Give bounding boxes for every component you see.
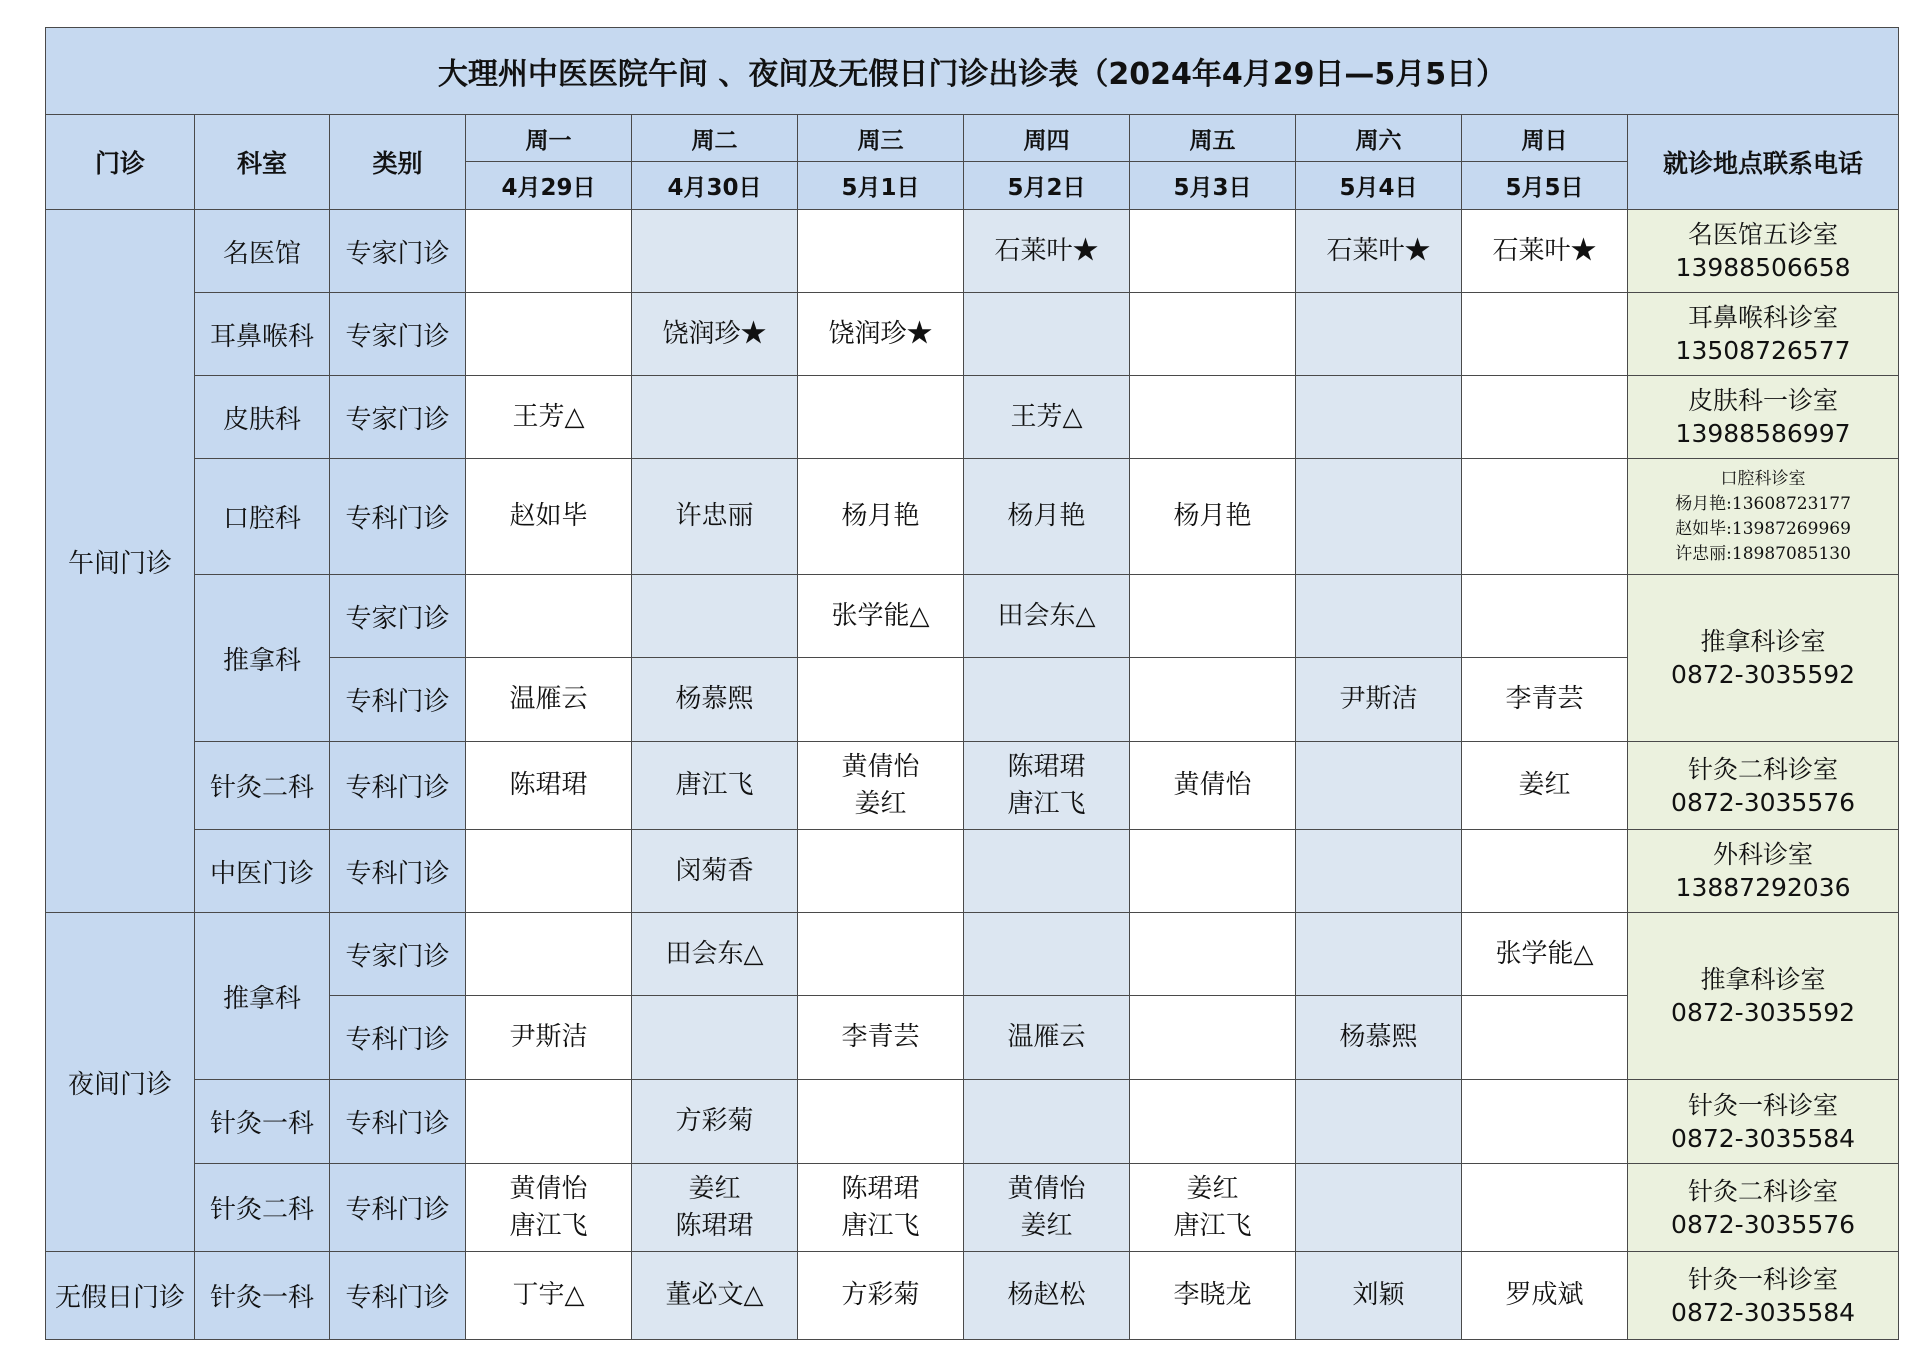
doctor-cell [798, 742, 964, 830]
header-weekday: 周日 [1462, 115, 1628, 162]
clinic-group-label: 无假日门诊 [46, 1252, 195, 1340]
doctor-cell [798, 830, 964, 913]
doctor-cell: 刘颖 [1296, 1252, 1462, 1340]
doctor-cell [1462, 830, 1628, 913]
contact-location: 针灸一科诊室 [1688, 1264, 1839, 1294]
department-cell: 针灸一科 [195, 1252, 330, 1340]
doctor-cell [1462, 575, 1628, 658]
contact-cell [1628, 293, 1899, 376]
doctor-cell [1296, 1164, 1462, 1252]
doctor-name: 姜红 [688, 1173, 741, 1204]
doctor-cell: 饶润珍★ [798, 293, 964, 376]
doctor-cell [1130, 913, 1296, 996]
contact-cell [1628, 1164, 1899, 1252]
contact-location: 皮肤科一诊室 [1688, 386, 1839, 415]
header-category: 类别 [330, 115, 466, 210]
doctor-cell: 杨月艳 [1130, 459, 1296, 575]
doctor-cell: 石莱叶★ [964, 210, 1130, 293]
contact-phone: 0872-3035592 [1671, 998, 1856, 1027]
department-cell: 耳鼻喉科 [195, 293, 330, 376]
doctor-cell [1296, 293, 1462, 376]
contact-cell [1628, 459, 1899, 575]
doctor-cell [1130, 376, 1296, 459]
doctor-cell [466, 210, 632, 293]
contact-cell [1628, 575, 1899, 742]
header-date: 4月29日 [466, 162, 632, 210]
doctor-cell: 赵如毕 [466, 459, 632, 575]
contact-phone: 0872-3035584 [1671, 1297, 1856, 1327]
doctor-cell: 温雁云 [964, 996, 1130, 1080]
department-cell: 推拿科 [195, 575, 330, 742]
department-cell: 中医门诊 [195, 830, 330, 913]
contact-phone: 赵如毕:13987269969 [1675, 518, 1851, 539]
doctor-cell [964, 830, 1130, 913]
doctor-cell: 田会东△ [964, 575, 1130, 658]
contact-cell [1628, 376, 1899, 459]
category-cell: 专科门诊 [330, 1252, 466, 1340]
category-cell: 专家门诊 [330, 293, 466, 376]
doctor-cell [1130, 996, 1296, 1080]
doctor-cell [964, 658, 1130, 742]
doctor-cell [1462, 459, 1628, 575]
doctor-cell: 姜红 [1462, 742, 1628, 830]
contact-cell [1628, 742, 1899, 830]
doctor-cell [1296, 376, 1462, 459]
contact-phone: 13508726577 [1675, 336, 1851, 365]
contact-cell [1628, 1080, 1899, 1164]
department-cell: 针灸二科 [195, 742, 330, 830]
doctor-cell [1130, 1164, 1296, 1252]
doctor-cell [964, 1080, 1130, 1164]
category-cell: 专科门诊 [330, 1164, 466, 1252]
doctor-cell [798, 1080, 964, 1164]
category-cell: 专家门诊 [330, 913, 466, 996]
contact-phone: 杨月艳:13608723177 [1675, 493, 1851, 514]
doctor-name: 姜红 [854, 788, 907, 819]
doctor-name: 唐江飞 [1007, 788, 1086, 819]
header-date: 5月5日 [1462, 162, 1628, 210]
contact-phone: 0872-3035584 [1671, 1123, 1856, 1153]
header-date: 5月4日 [1296, 162, 1462, 210]
clinic-group-label: 夜间门诊 [46, 913, 195, 1252]
doctor-cell [466, 1164, 632, 1252]
header-date: 5月1日 [798, 162, 964, 210]
table-row [46, 459, 1899, 575]
header-weekday: 周六 [1296, 115, 1462, 162]
contact-location: 外科诊室 [1713, 840, 1814, 869]
doctor-cell [632, 996, 798, 1080]
doctor-cell [1462, 1080, 1628, 1164]
category-cell: 专科门诊 [330, 996, 466, 1080]
contact-phone: 0872-3035592 [1671, 660, 1856, 689]
table-row [46, 1164, 1899, 1252]
doctor-name: 姜红 [1186, 1173, 1239, 1204]
doctor-cell: 李青芸 [1462, 658, 1628, 742]
contact-location: 针灸一科诊室 [1688, 1090, 1839, 1120]
contact-phone: 13988506658 [1675, 253, 1851, 282]
doctor-cell: 尹斯洁 [466, 996, 632, 1080]
header-weekday: 周四 [964, 115, 1130, 162]
doctor-name: 唐江飞 [509, 1210, 588, 1241]
doctor-cell: 方彩菊 [798, 1252, 964, 1340]
table-row [46, 1080, 1899, 1164]
department-cell: 皮肤科 [195, 376, 330, 459]
doctor-name: 黄倩怡 [509, 1173, 588, 1204]
header-clinic: 门诊 [46, 115, 195, 210]
contact-phone: 13887292036 [1675, 873, 1851, 902]
department-cell: 针灸二科 [195, 1164, 330, 1252]
header-weekday: 周三 [798, 115, 964, 162]
doctor-cell: 董必文△ [632, 1252, 798, 1340]
category-cell: 专科门诊 [330, 658, 466, 742]
contact-cell [1628, 210, 1899, 293]
table-row [46, 913, 1899, 996]
category-cell: 专家门诊 [330, 575, 466, 658]
table-row [46, 575, 1899, 658]
doctor-cell [1296, 1080, 1462, 1164]
doctor-name: 陈珺珺 [675, 1210, 754, 1241]
doctor-cell: 石莱叶★ [1462, 210, 1628, 293]
contact-phone: 13988586997 [1675, 419, 1851, 448]
contact-cell [1628, 913, 1899, 1080]
doctor-cell: 杨月艳 [798, 459, 964, 575]
table-row [46, 293, 1899, 376]
header-weekday: 周二 [632, 115, 798, 162]
category-cell: 专科门诊 [330, 830, 466, 913]
doctor-cell [1462, 293, 1628, 376]
category-cell: 专家门诊 [330, 210, 466, 293]
doctor-cell [632, 210, 798, 293]
doctor-cell [1296, 742, 1462, 830]
contact-phone: 0872-3035576 [1671, 787, 1856, 817]
contact-location: 推拿科诊室 [1700, 965, 1826, 994]
doctor-cell: 罗成斌 [1462, 1252, 1628, 1340]
header-weekday: 周五 [1130, 115, 1296, 162]
doctor-cell: 张学能△ [1462, 913, 1628, 996]
doctor-cell [798, 210, 964, 293]
doctor-name: 姜红 [1020, 1210, 1073, 1241]
doctor-cell [466, 293, 632, 376]
department-cell: 推拿科 [195, 913, 330, 1080]
doctor-cell [632, 1164, 798, 1252]
doctor-name: 唐江飞 [841, 1210, 920, 1241]
category-cell: 专家门诊 [330, 376, 466, 459]
doctor-cell [964, 913, 1130, 996]
doctor-cell [1130, 830, 1296, 913]
doctor-cell [1296, 459, 1462, 575]
contact-cell [1628, 1252, 1899, 1340]
doctor-cell [798, 658, 964, 742]
doctor-cell [466, 1080, 632, 1164]
doctor-cell: 闵菊香 [632, 830, 798, 913]
doctor-cell [798, 1164, 964, 1252]
category-cell: 专科门诊 [330, 459, 466, 575]
doctor-cell [1130, 658, 1296, 742]
page-title: 大理州中医医院午间 、夜间及无假日门诊出诊表（2024年4月29日—5月5日） [46, 28, 1899, 115]
department-cell: 口腔科 [195, 459, 330, 575]
doctor-cell [466, 913, 632, 996]
header-date: 5月2日 [964, 162, 1130, 210]
clinic-group-label: 午间门诊 [46, 210, 195, 913]
header-contact: 就诊地点联系电话 [1628, 115, 1899, 210]
doctor-cell: 李青芸 [798, 996, 964, 1080]
doctor-cell [1130, 575, 1296, 658]
doctor-name: 陈珺珺 [1007, 751, 1086, 782]
doctor-cell: 田会东△ [632, 913, 798, 996]
doctor-cell [1130, 210, 1296, 293]
doctor-cell: 杨赵松 [964, 1252, 1130, 1340]
table-row [46, 830, 1899, 913]
header-date: 5月3日 [1130, 162, 1296, 210]
schedule-sheet [45, 27, 1898, 1330]
doctor-cell: 唐江飞 [632, 742, 798, 830]
header-department: 科室 [195, 115, 330, 210]
contact-location: 口腔科诊室 [1720, 468, 1806, 489]
doctor-cell [798, 376, 964, 459]
table-row [46, 376, 1899, 459]
doctor-cell: 尹斯洁 [1296, 658, 1462, 742]
doctor-cell [466, 575, 632, 658]
contact-cell [1628, 830, 1899, 913]
contact-location: 耳鼻喉科诊室 [1688, 303, 1839, 332]
doctor-cell: 方彩菊 [632, 1080, 798, 1164]
doctor-cell [964, 1164, 1130, 1252]
doctor-cell [466, 830, 632, 913]
schedule-body [46, 210, 1899, 1340]
doctor-cell: 王芳△ [466, 376, 632, 459]
contact-phone: 许忠丽:18987085130 [1675, 543, 1851, 564]
doctor-cell: 黄倩怡 [1130, 742, 1296, 830]
table-row [46, 210, 1899, 293]
doctor-cell [1462, 1164, 1628, 1252]
doctor-cell: 陈珺珺 [466, 742, 632, 830]
doctor-cell: 温雁云 [466, 658, 632, 742]
doctor-cell [1296, 575, 1462, 658]
doctor-cell: 李晓龙 [1130, 1252, 1296, 1340]
doctor-cell: 杨月艳 [964, 459, 1130, 575]
doctor-cell: 王芳△ [964, 376, 1130, 459]
doctor-cell [632, 376, 798, 459]
doctor-cell [1130, 1080, 1296, 1164]
department-cell: 名医馆 [195, 210, 330, 293]
doctor-name: 黄倩怡 [841, 751, 920, 782]
doctor-cell: 杨慕熙 [1296, 996, 1462, 1080]
doctor-name: 黄倩怡 [1007, 1173, 1086, 1204]
doctor-cell: 许忠丽 [632, 459, 798, 575]
category-cell: 专科门诊 [330, 1080, 466, 1164]
contact-location: 针灸二科诊室 [1688, 754, 1839, 784]
table-row [46, 1252, 1899, 1340]
doctor-cell [1296, 830, 1462, 913]
table-row [46, 742, 1899, 830]
header-date: 4月30日 [632, 162, 798, 210]
doctor-cell [1462, 996, 1628, 1080]
doctor-cell [798, 913, 964, 996]
contact-location: 针灸二科诊室 [1688, 1176, 1839, 1206]
doctor-cell: 丁宇△ [466, 1252, 632, 1340]
category-cell: 专科门诊 [330, 742, 466, 830]
contact-phone: 0872-3035576 [1671, 1209, 1856, 1239]
header-weekday: 周一 [466, 115, 632, 162]
doctor-cell: 张学能△ [798, 575, 964, 658]
doctor-cell [1296, 913, 1462, 996]
doctor-cell [964, 293, 1130, 376]
contact-location: 名医馆五诊室 [1688, 220, 1839, 249]
doctor-cell [1130, 293, 1296, 376]
doctor-cell: 石莱叶★ [1296, 210, 1462, 293]
contact-location: 推拿科诊室 [1700, 627, 1826, 656]
schedule-table [45, 27, 1899, 1340]
doctor-cell [1462, 376, 1628, 459]
doctor-cell [632, 575, 798, 658]
doctor-name: 陈珺珺 [841, 1173, 920, 1204]
doctor-cell: 饶润珍★ [632, 293, 798, 376]
doctor-name: 唐江飞 [1173, 1210, 1252, 1241]
doctor-cell [964, 742, 1130, 830]
doctor-cell: 杨慕熙 [632, 658, 798, 742]
department-cell: 针灸一科 [195, 1080, 330, 1164]
